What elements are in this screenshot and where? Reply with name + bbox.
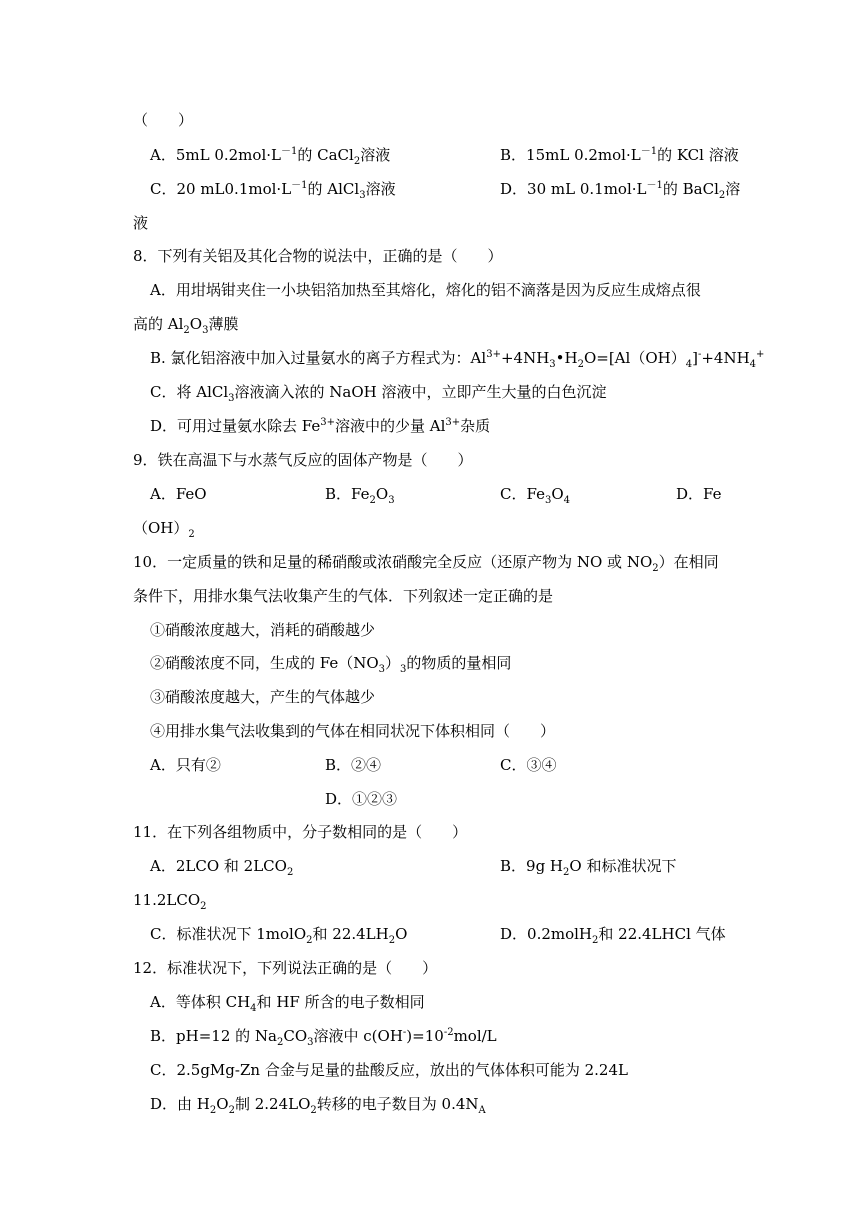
q9-option-d: D．Fe: [676, 485, 722, 503]
q8-stem: 8．下列有关铝及其化合物的说法中，正确的是（ ）: [133, 247, 503, 265]
q9-stem: 9．铁在高温下与水蒸气反应的固体产物是（ ）: [133, 451, 473, 469]
q8-option-a: A．用坩埚钳夹住一小块铝箔加热至其熔化，熔化的铝不滴落是因为反应生成熔点很: [150, 281, 701, 299]
q9-option-a: A．FeO: [150, 485, 207, 503]
q8-option-b: B. 氯化铝溶液中加入过量氨水的离子方程式为：$Al^{3+}+4NH_3•H_2O=[Al(OH)_4]^-+4NH_4^+$: [150, 349, 765, 370]
q10-statement-3: ③硝酸浓度越大，产生的气体越少: [150, 688, 376, 706]
q10-option-a: A．只有②: [150, 756, 221, 774]
q10-statement-1: ①硝酸浓度越大，消耗的硝酸越少: [150, 621, 376, 639]
q12-option-a: A．等体积 $CH_4$和 HF 所含的电子数相同: [150, 993, 425, 1014]
q11-option-a: A．2LCO 和 $2LCO_2$: [150, 857, 294, 878]
q7-option-a: A．5mL $0.2mol\cdot L^{-1}$的 CaCl$_2$溶液: [150, 146, 391, 167]
q11-stem: 11．在下列各组物质中，分子数相同的是（ ）: [133, 823, 468, 841]
q10-stem-line2: 条件下，用排水集气法收集产生的气体．下列叙述一定正确的是: [133, 587, 554, 605]
q7-option-c: C．20 $mL0.1mol\cdot L^{-1}$的 AlCl$_3$溶液: [150, 180, 396, 201]
q10-stem-line1: 10．一定质量的铁和足量的稀硝酸或浓硝酸完全反应（还原产物为 NO 或 $NO_2$）在相同: [133, 553, 719, 574]
q12-stem: 12．标准状况下，下列说法正确的是（ ）: [133, 959, 438, 977]
q12-option-d: D．由 $H_2O_2$制 $2.24LO_2$转移的电子数目为 $0.4N_A$: [150, 1095, 486, 1116]
q8-option-a-wrap: 高的 $Al_2O_3$薄膜: [133, 315, 239, 336]
q10-option-c: C．③④: [500, 756, 557, 774]
q7-option-b: B．15mL $0.2mol\cdot L^{-1}$的 KCl 溶液: [500, 146, 739, 164]
q8-option-d: D．可用过量氨水除去 $Fe^{3+}$溶液中的少量 $Al^{3+}$杂质: [150, 417, 491, 435]
q9-option-d-wrap: $(OH)_2$: [133, 519, 195, 540]
q7-option-d-wrap: 液: [133, 214, 149, 232]
q8-option-c: C．将 AlCl$_3$溶液滴入浓的 NaOH 溶液中，立即产生大量的白色沉淀: [150, 383, 607, 404]
q10-option-b: B．②④: [325, 756, 382, 774]
q11-option-c: C．标准状况下 1molO$_2$和 $22.4LH_2O$: [150, 925, 408, 946]
q10-statement-2: ②硝酸浓度不同，生成的 $Fe(NO_3)_3$的物质的量相同: [150, 654, 512, 675]
q10-option-d: D．①②③: [325, 790, 398, 808]
q7-option-d: D．30 mL $0.1mol\cdot L^{-1}$的 BaCl$_2$溶: [500, 180, 741, 201]
q11-option-b-wrap: $11.2LCO_2$: [133, 891, 207, 912]
q11-option-b: B．9g $H_2O$ 和标准状况下: [500, 857, 677, 878]
q7-stem-end: （ ）: [133, 111, 194, 129]
q12-option-c: C．2.5gMg-Zn 合金与足量的盐酸反应，放出的气体体积可能为 2.24L: [150, 1061, 628, 1079]
q11-option-d: D．0.2molH$_2$和 22.4LHCl 气体: [500, 925, 726, 946]
q10-statement-4: ④用排水集气法收集到的气体在相同状况下体积相同（ ）: [150, 722, 556, 740]
q9-option-b: B．$Fe_2O_3$: [325, 485, 395, 506]
q9-option-c: C．$Fe_3O_4$: [500, 485, 571, 506]
q12-option-b: B．pH=12 的 $Na_2CO_3$溶液中 $c(OH^-)=10^{-2}mol/L$: [150, 1027, 497, 1048]
